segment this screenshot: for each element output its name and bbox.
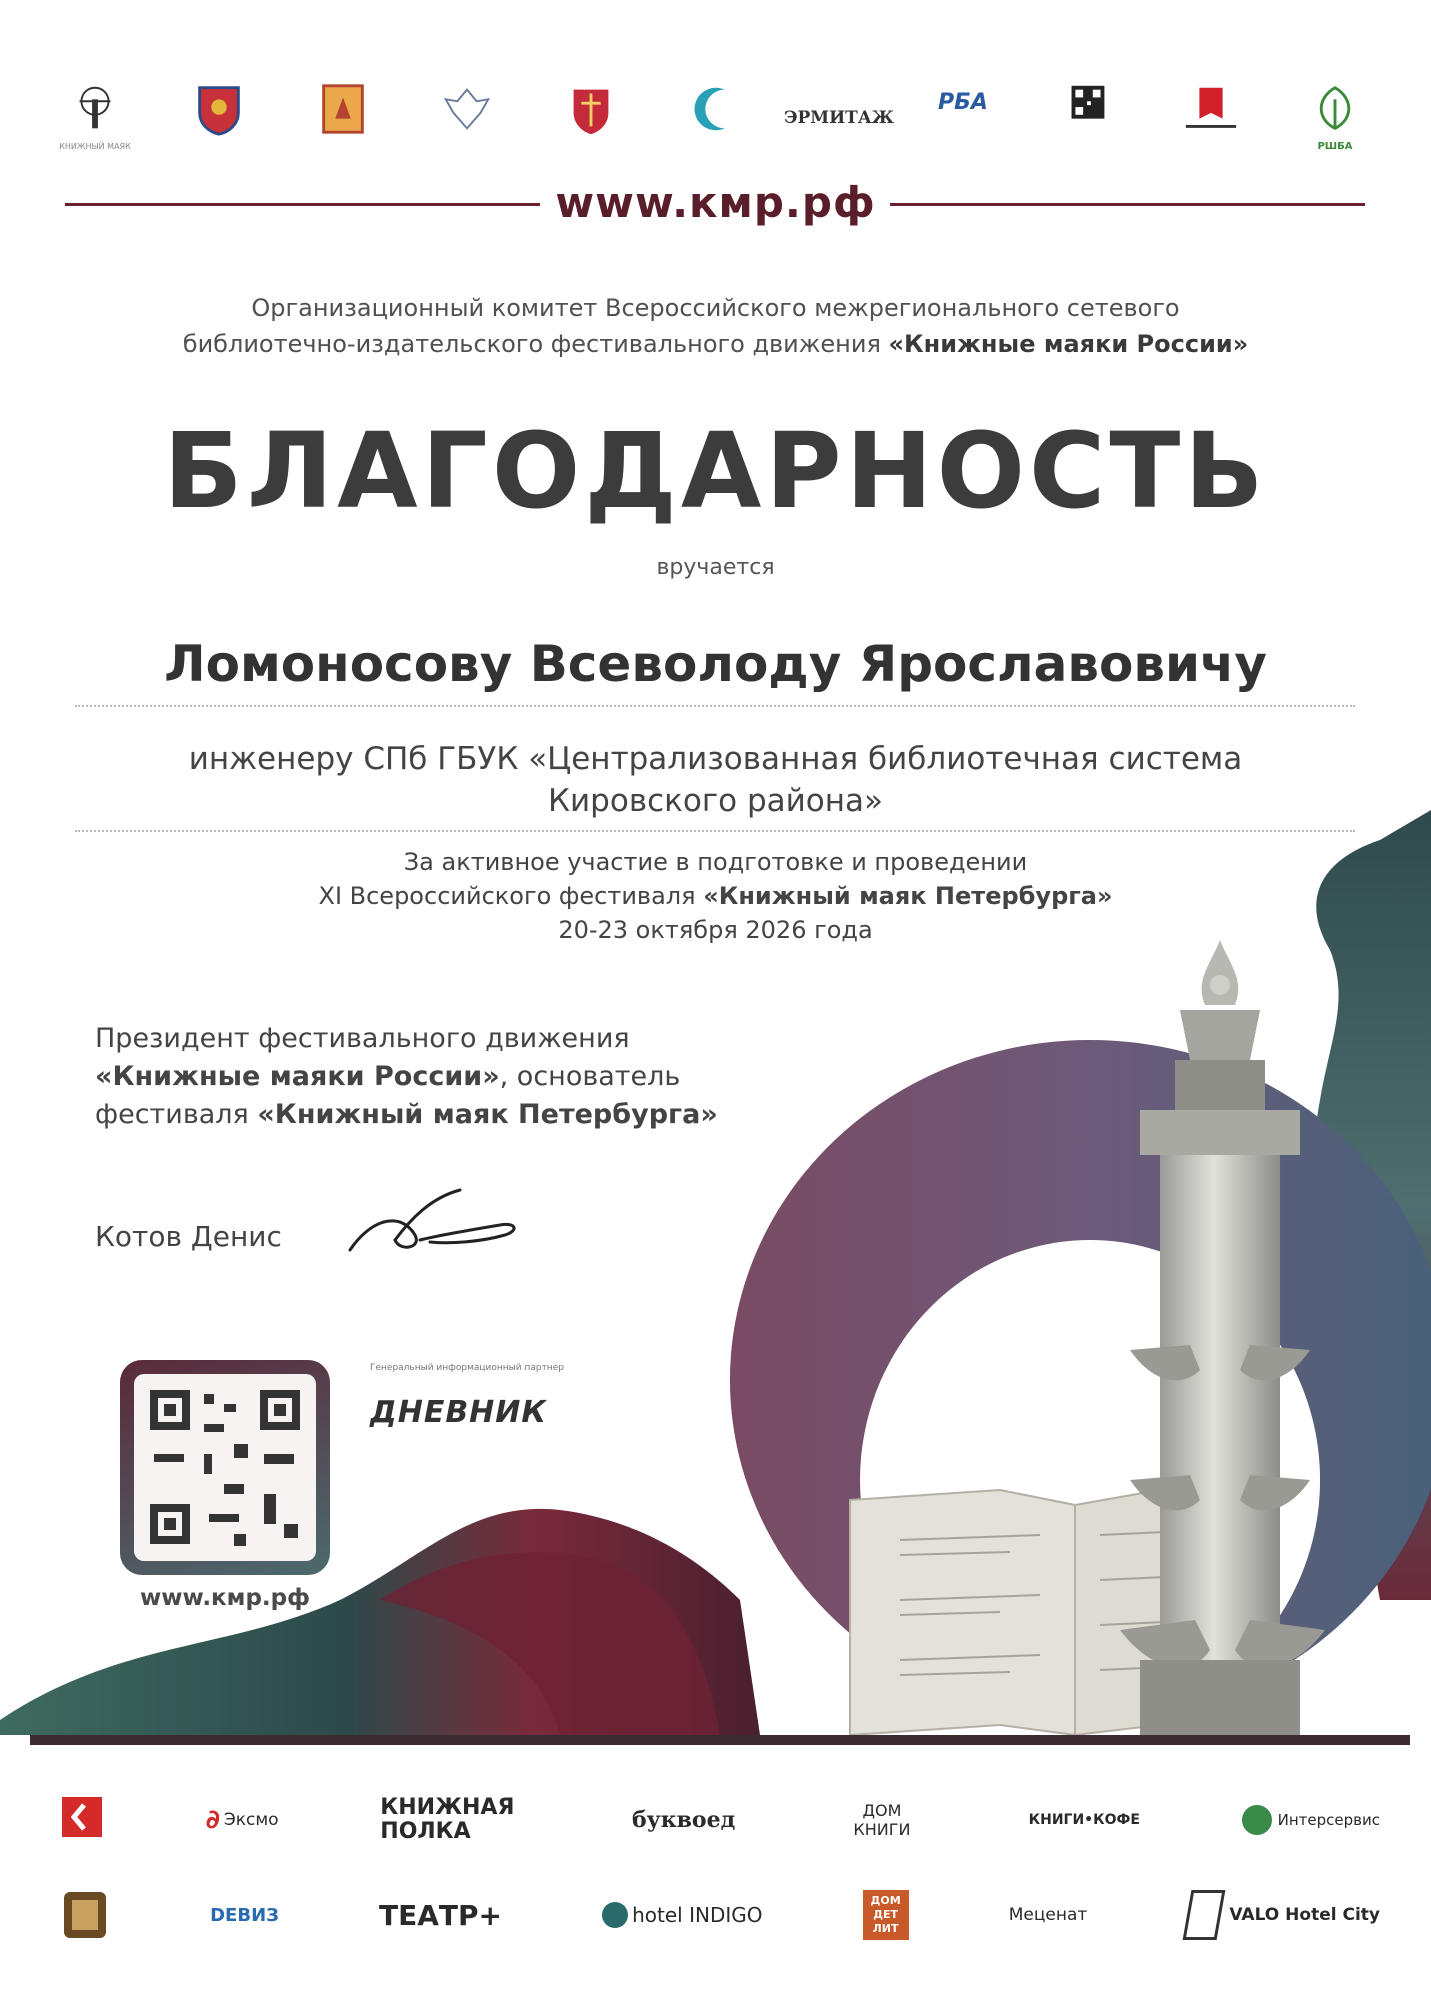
sponsor-logo-indigo: hotel INDIGO (602, 1902, 762, 1928)
lighthouse-icon (66, 80, 124, 138)
emblem-icon (60, 1888, 110, 1942)
indigo-icon (602, 1902, 628, 1928)
recipient-name: Ломоносову Всеволоду Ярославовичу (164, 635, 1267, 693)
qr-code-card (120, 1360, 330, 1575)
position-underline (75, 830, 1355, 832)
sponsor-logo-bukvoed: буквоед (631, 1807, 736, 1833)
sponsor-logos-row-1 (60, 1795, 1380, 1845)
sponsor-logo-knigi-kofe: КНИГИ•КОФЕ (1028, 1812, 1140, 1828)
red-square-icon (60, 1795, 104, 1845)
qr-code-icon (134, 1374, 316, 1561)
sponsor-logo-dom-detlit: ДОМ ДЕТ ЛИТ (863, 1890, 909, 1940)
partner-caption: Генеральный информационный партнер (370, 1363, 564, 1373)
chitaem-logo (1166, 80, 1256, 138)
eksmo-icon: ∂ (205, 1805, 220, 1835)
spb-arms-logo (546, 80, 636, 138)
sponsor-logo-square (60, 1795, 104, 1845)
sponsor-logo-teatr: ТЕАТР+ (379, 1898, 503, 1932)
leaf-icon (1306, 80, 1364, 138)
merit-text: За активное участие в подготовке и проведении XI Всероссийского фестиваля «Книжный маяк Петербурга» 20-23 октября 2026 года (318, 848, 1113, 944)
sponsor-logo-deviz: DEВИЗ (210, 1904, 279, 1926)
emblem-icon (314, 80, 372, 138)
sponsor-logo-valo: VALO Hotel City (1187, 1890, 1380, 1940)
sponsor-logo-dom-knigi: ДОМ КНИГИ (853, 1801, 911, 1839)
valo-icon (1183, 1890, 1226, 1940)
sponsor-logo-knizhnaya-polka: КНИЖНАЯ ПОЛКА (380, 1795, 515, 1844)
qr-code-icon (1058, 80, 1116, 138)
name-underline (75, 705, 1355, 707)
qr-logo (1042, 80, 1132, 138)
partner-logo: ДНЕВНИК (370, 1395, 547, 1430)
organizer-text: Организационный комитет Всероссийского межрегионального сетевого библиотечно-издательского фестивального движения «Книжные маяки России» (182, 294, 1249, 358)
rba-logo: РБА (938, 90, 988, 115)
crescent-icon (686, 80, 744, 138)
coat-of-arms-logo (174, 80, 264, 138)
footer-url: www.кмр.рф (140, 1585, 310, 1611)
page-title: БЛАГОДАРНОСТЬ (163, 410, 1268, 532)
signer-name: Котов Денис (95, 1220, 282, 1253)
sponsor-logo-emblem (60, 1888, 110, 1942)
coat-of-arms-icon (190, 80, 248, 138)
signature (340, 1180, 540, 1270)
interservis-icon (1242, 1805, 1272, 1835)
emblem-logo (298, 80, 388, 138)
book-icon (1182, 80, 1240, 138)
hermitage-logo: ЭРМИТАЖ (784, 108, 894, 128)
rshba-logo: РШБА (1290, 80, 1380, 152)
ministry-logo (422, 80, 512, 138)
recipient-position: инженеру СПб ГБУК «Централизованная библиотечная система Кировского района» (188, 741, 1243, 819)
sponsor-logo-interservis: Интерсервис (1242, 1805, 1380, 1835)
sponsor-logos-row-2 (60, 1888, 1380, 1942)
awarded-label: вручается (656, 555, 775, 580)
header-url: www.кмр.рф (555, 178, 876, 227)
president-title: Президент фестивального движения «Книжные маяки России», основатель фестиваля «Книжный маяк Петербурга» (95, 1023, 718, 1130)
sponsor-logo-mecenat: Меценат (1008, 1905, 1088, 1925)
spb-arms-icon (562, 80, 620, 138)
sponsor-logo-eksmo: ∂ Эксмо (205, 1805, 279, 1835)
header-logos (50, 80, 1380, 170)
crescent-logo (670, 80, 760, 138)
eagle-icon (438, 80, 496, 138)
knizhny-mayak-logo: КНИЖНЫЙ МАЯК (50, 80, 140, 152)
